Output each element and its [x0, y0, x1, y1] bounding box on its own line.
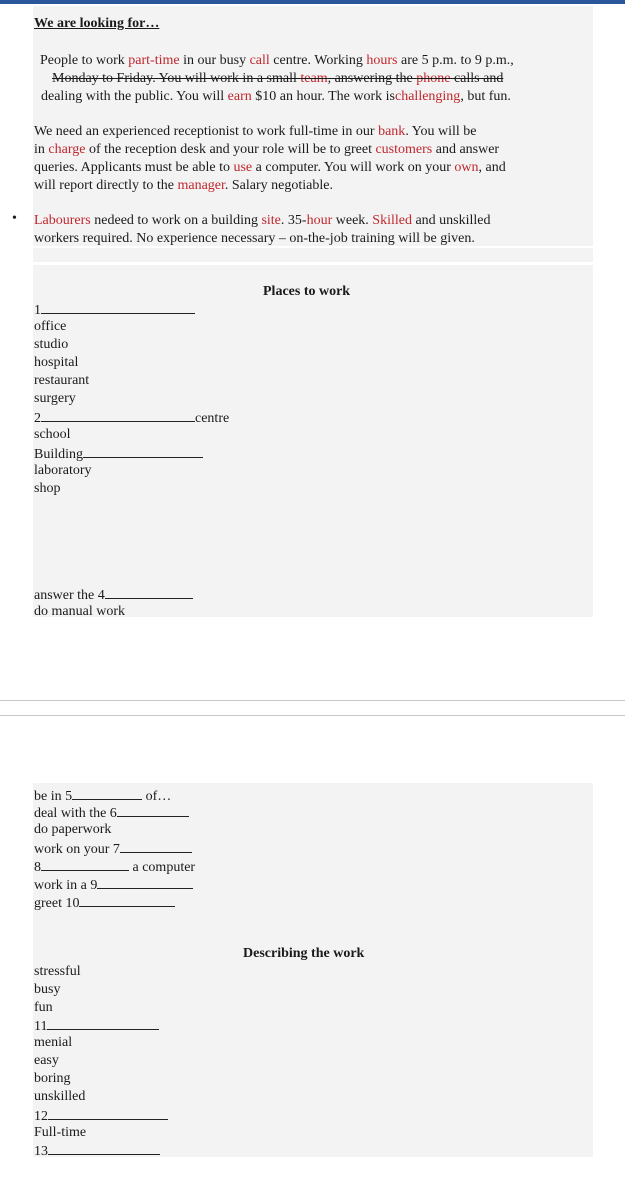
places-item-1: 1	[34, 300, 195, 320]
places-item-surgery: surgery	[34, 391, 76, 406]
task-in-a-9: work in a 9	[34, 875, 193, 895]
ad2-line1: We need an experienced receptionist to work full-time in our bank. You will be	[34, 124, 477, 139]
task-greet-10: greet 10	[34, 893, 175, 913]
describe-full-time: Full-time	[34, 1125, 87, 1140]
answer-blank-5[interactable]	[72, 786, 142, 800]
describe-11: 11	[34, 1016, 159, 1036]
answer-blank-12[interactable]	[48, 1106, 168, 1120]
task-own-7: work on your 7	[34, 839, 192, 859]
task-manual-work: do manual work	[34, 604, 125, 619]
task-computer-8: 8 a computer	[34, 857, 195, 877]
ad3-line2: workers required. No experience necessary – on-the-job training will be given.	[34, 231, 475, 246]
task-answer-4: answer the 4	[34, 585, 193, 605]
places-item-laboratory: laboratory	[34, 463, 92, 478]
describe-busy: busy	[34, 982, 61, 997]
ad2-line4: will report directly to the manager. Salary negotiable.	[34, 178, 333, 193]
describe-13: 13	[34, 1141, 160, 1161]
page-divider-bottom	[0, 715, 625, 716]
ad1-line2: Monday to Friday. You will work in a small team, answering the phone calls and	[52, 71, 504, 86]
places-title: Places to work	[263, 284, 351, 299]
ad2-line2: in charge of the reception desk and your role will be to greet customers and answer	[34, 142, 500, 157]
places-item-2: 2 centre	[34, 408, 229, 428]
places-item-office: office	[34, 319, 67, 334]
places-item-restaurant: restaurant	[34, 373, 90, 388]
answer-blank-13[interactable]	[48, 1141, 160, 1155]
heading: We are looking for…	[34, 16, 160, 31]
describe-stressful: stressful	[34, 964, 81, 979]
describe-12: 12	[34, 1106, 168, 1126]
top-accent-bar	[0, 0, 625, 4]
ad2-line3: queries. Applicants must be able to use a computer. You will work on your own, and	[34, 160, 506, 175]
answer-blank-8[interactable]	[41, 857, 129, 871]
spacer-panel	[33, 248, 593, 262]
task-be-in-5: be in 5 of…	[34, 786, 171, 806]
describe-easy: easy	[34, 1053, 59, 1068]
answer-blank-4[interactable]	[105, 585, 193, 599]
task-paperwork: do paperwork	[34, 822, 112, 837]
describe-menial: menial	[34, 1035, 73, 1050]
answer-blank-10[interactable]	[79, 893, 175, 907]
ad3-line1: Labourers nedeed to work on a building site. 35-hour week. Skilled and unskilled	[34, 213, 491, 228]
answer-blank-building[interactable]	[83, 444, 203, 458]
answer-blank-9[interactable]	[97, 875, 193, 889]
places-item-school: school	[34, 427, 71, 442]
describe-boring: boring	[34, 1071, 71, 1086]
describing-title: Describing the work	[243, 946, 365, 961]
places-item-building: Building	[34, 444, 203, 464]
answer-blank-2[interactable]	[41, 408, 195, 422]
answer-blank-1[interactable]	[41, 300, 195, 314]
page-divider-top	[0, 700, 625, 701]
places-item-hospital: hospital	[34, 355, 79, 370]
places-item-studio: studio	[34, 337, 69, 352]
bullet-marker: •	[12, 211, 17, 226]
answer-blank-6[interactable]	[117, 803, 189, 817]
answer-blank-7[interactable]	[120, 839, 192, 853]
describe-fun: fun	[34, 1000, 53, 1015]
describe-unskilled: unskilled	[34, 1089, 86, 1104]
task-deal-6: deal with the 6	[34, 803, 189, 823]
ad1-line3: dealing with the public. You will earn $10 an hour. The work ischallenging, but fun.	[41, 89, 511, 104]
places-item-shop: shop	[34, 481, 61, 496]
ad1-line1: People to work part-time in our busy call centre. Working hours are 5 p.m. to 9 p.m.,	[40, 53, 514, 68]
answer-blank-11[interactable]	[47, 1016, 159, 1030]
